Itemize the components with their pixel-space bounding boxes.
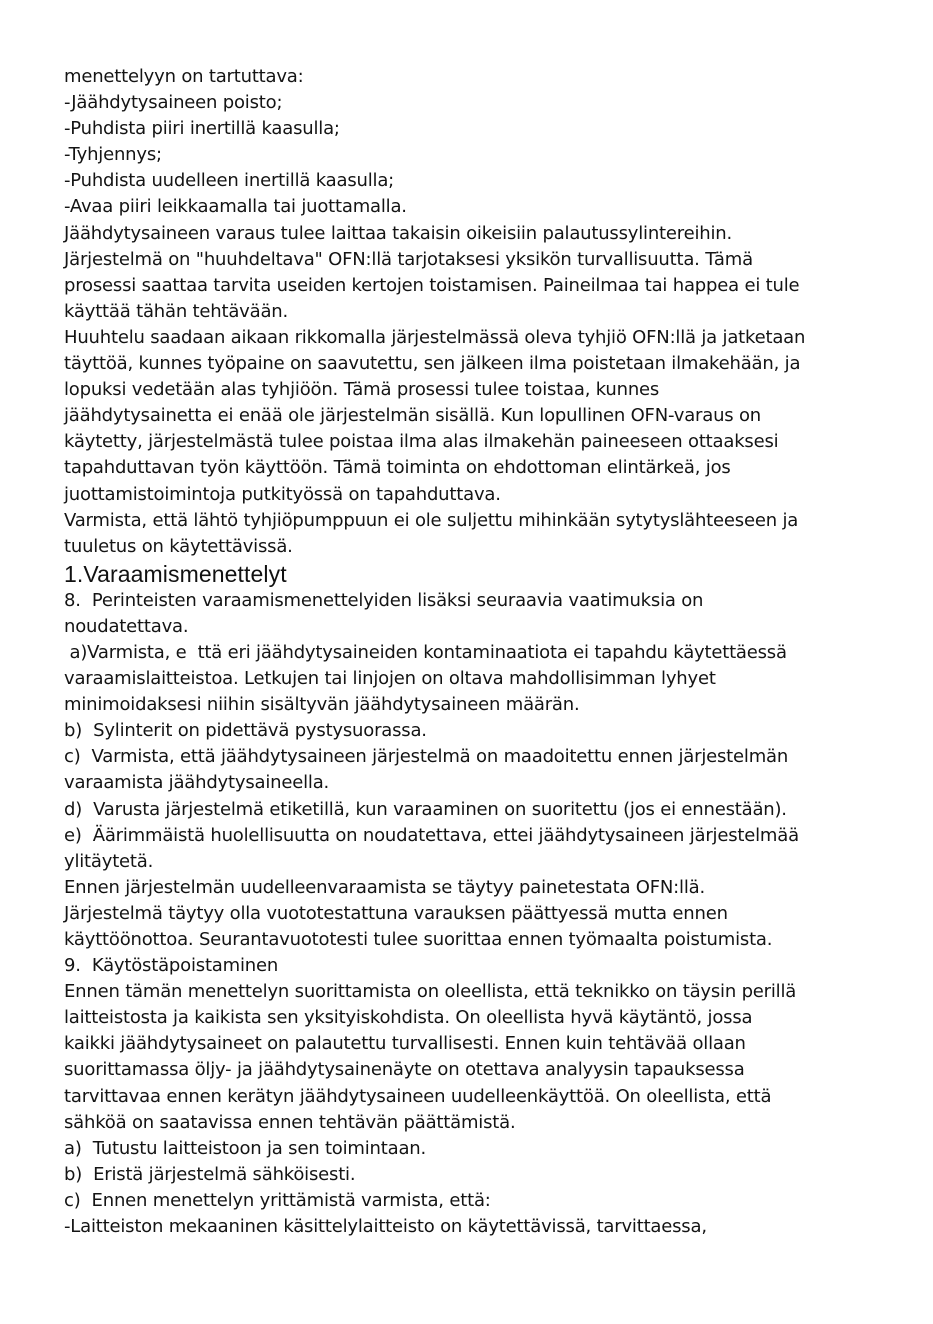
text-line: ylitäytetä. [64, 850, 154, 872]
document-body [64, 64, 884, 1240]
text-line: b) Eristä järjestelmä sähköisesti. [64, 1163, 356, 1185]
text-line: Ennen järjestelmän uudelleenvaraamista se täytyy painetestata OFN:llä. [64, 876, 705, 898]
text-line: suorittamassa öljy- ja jäähdytysainenäyte on otettava analyysin tapauksessa [64, 1059, 745, 1081]
text-line: prosessi saattaa tarvita useiden kertojen toistamisen. Paineilmaa tai happea ei tule [64, 274, 800, 296]
text-line: minimoidaksesi niihin sisältyvän jäähdytysaineen määrän. [64, 694, 580, 716]
text-line: Huuhtelu saadaan aikaan rikkomalla järjestelmässä oleva tyhjiö OFN:llä ja jatketaan [64, 326, 806, 348]
text-line: -Jäähdytysaineen poisto; [64, 92, 283, 114]
text-line: c) Varmista, että jäähdytysaineen järjestelmä on maadoitettu ennen järjestelmän [64, 746, 789, 768]
paragraph-block-2 [64, 588, 884, 1240]
text-line: Järjestelmä täytyy olla vuototestattuna varauksen päättyessä mutta ennen [64, 902, 728, 924]
text-line: e) Äärimmäistä huolellisuutta on noudatettava, ettei jäähdytysaineen järjestelmää [64, 824, 799, 846]
text-line: varaamista jäähdytysaineella. [64, 772, 330, 794]
text-line: kaikki jäähdytysaineet on palautettu turvallisesti. Ennen kuin tehtävää ollaan [64, 1033, 746, 1055]
text-line: Ennen tämän menettelyn suorittamista on oleellista, että teknikko on täysin perillä [64, 981, 797, 1003]
text-line: 8. Perinteisten varaamismenettelyiden lisäksi seuraavia vaatimuksia on [64, 589, 704, 611]
text-line: -Tyhjennys; [64, 144, 162, 166]
text-line: tarvittavaa ennen kerätyn jäähdytysaineen uudelleenkäyttöä. On oleellista, että [64, 1085, 772, 1107]
text-line: tuuletus on käytettävissä. [64, 535, 293, 557]
text-line: sähköä on saatavissa ennen tehtävän päättämistä. [64, 1111, 516, 1133]
text-line: d) Varusta järjestelmä etiketillä, kun varaaminen on suoritettu (jos ei ennestään). [64, 798, 787, 820]
text-line: -Puhdista uudelleen inertillä kaasulla; [64, 170, 395, 192]
text-line: -Puhdista piiri inertillä kaasulla; [64, 118, 340, 140]
text-line: c) Ennen menettelyn yrittämistä varmista, että: [64, 1189, 491, 1211]
text-line: tapahduttavan työn käyttöön. Tämä toiminta on ehdottoman elintärkeä, jos [64, 457, 731, 479]
text-line: Järjestelmä on "huuhdeltava" OFN:llä tarjotaksesi yksikön turvallisuutta. Tämä [64, 248, 753, 270]
text-line: juottamistoimintoja putkityössä on tapahduttava. [64, 483, 501, 505]
text-line: lopuksi vedetään alas tyhjiöön. Tämä prosessi tulee toistaa, kunnes [64, 379, 660, 401]
text-line: 9. Käytöstäpoistaminen [64, 955, 279, 977]
text-line: jäähdytysainetta ei enää ole järjestelmän sisällä. Kun lopullinen OFN-varaus on [64, 405, 762, 427]
text-line: käyttöönottoa. Seurantavuototesti tulee suorittaa ennen työmaalta poistumista. [64, 929, 773, 950]
text-line: käytetty, järjestelmästä tulee poistaa ilma alas ilmakehän paineeseen ottaaksesi [64, 431, 779, 453]
text-line: varaamislaitteistoa. Letkujen tai linjojen on oltava mahdollisimman lyhyet [64, 668, 716, 690]
text-line: a) Tutustu laitteistoon ja sen toimintaan. [64, 1137, 427, 1159]
text-line: Varmista, että lähtö tyhjiöpumppuun ei ole suljettu mihinkään sytytyslähteeseen ja [64, 509, 799, 531]
text-line: b) Sylinterit on pidettävä pystysuorassa. [64, 720, 427, 742]
paragraph-block-1 [64, 64, 884, 560]
text-line: -Avaa piiri leikkaamalla tai juottamalla. [64, 196, 407, 218]
text-line: käyttää tähän tehtävään. [64, 300, 289, 322]
text-line: menettelyyn on tartuttava: [64, 66, 304, 87]
text-line: täyttöä, kunnes työpaine on saavutettu, sen jälkeen ilma poistetaan ilmakehään, ja [64, 353, 801, 375]
text-line: -Laitteiston mekaaninen käsittelylaitteisto on käytettävissä, tarvittaessa, [64, 1216, 707, 1238]
text-line: a)Varmista, e ttä eri jäähdytysaineiden kontaminaatiota ei tapahdu käytettäessä [64, 641, 787, 663]
section-heading: 1.Varaamismenettelyt [64, 560, 287, 587]
text-line: Jäähdytysaineen varaus tulee laittaa takaisin oikeisiin palautussylintereihin. [64, 222, 732, 244]
text-line: noudatettava. [64, 615, 189, 637]
text-line: laitteistosta ja kaikista sen yksityiskohdista. On oleellista hyvä käytäntö, jossa [64, 1007, 753, 1029]
